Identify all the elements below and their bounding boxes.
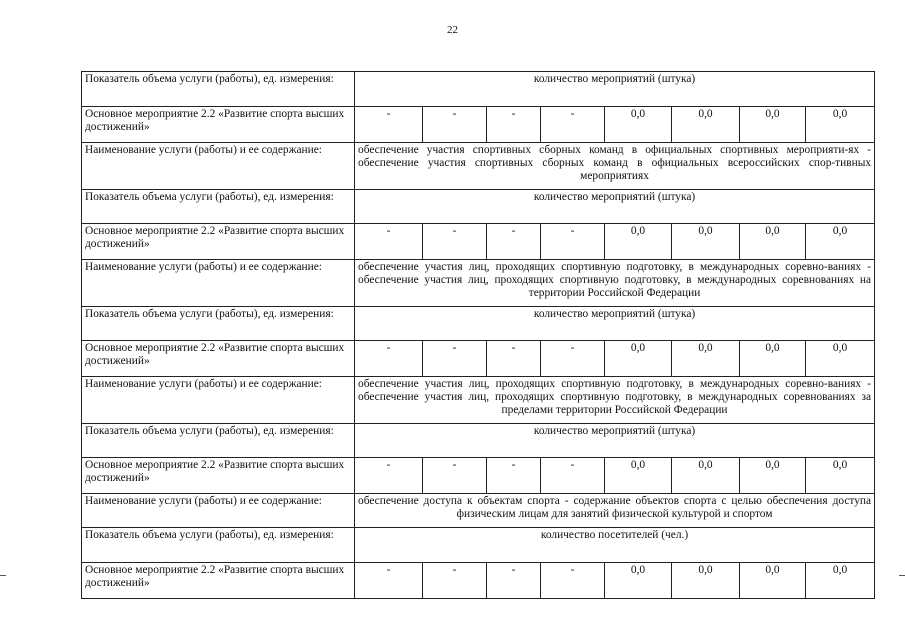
value-cell: - xyxy=(355,224,423,260)
value-cell: - xyxy=(541,563,605,599)
value-cell: - xyxy=(423,341,487,377)
value-cell: - xyxy=(423,224,487,260)
page-number: 22 xyxy=(447,24,458,36)
value-cell: 0,0 xyxy=(672,458,740,494)
value-cell: - xyxy=(355,563,423,599)
table-row xyxy=(82,143,875,190)
table-body xyxy=(82,72,875,599)
row-label: Наименование услуги (работы) и ее содержание: xyxy=(82,494,355,528)
row-label: Показатель объема услуги (работы), ед. измерения: xyxy=(82,72,355,107)
service-description: обеспечение участия лиц, проходящих спортивную подготовку, в международных соревно-ваниях - обеспечение участия лиц, проходящих спортивную подготовку, в международных соревнованиях на территории Российской Федерации xyxy=(355,260,875,307)
row-label: Основное мероприятие 2.2 «Развитие спорта высших достижений» xyxy=(82,563,355,599)
value-cell: - xyxy=(487,563,541,599)
row-label: Основное мероприятие 2.2 «Развитие спорта высших достижений» xyxy=(82,458,355,494)
value-cell: 0,0 xyxy=(605,458,672,494)
value-cell: - xyxy=(423,563,487,599)
value-cell: - xyxy=(355,107,423,143)
table-row xyxy=(82,458,875,494)
value-cell: - xyxy=(541,224,605,260)
value-cell: 0,0 xyxy=(806,458,875,494)
value-cell: 0,0 xyxy=(740,341,806,377)
table-row xyxy=(82,107,875,143)
value-cell: 0,0 xyxy=(740,107,806,143)
value-cell: 0,0 xyxy=(672,341,740,377)
table-row xyxy=(82,494,875,528)
value-cell: - xyxy=(487,341,541,377)
table-row xyxy=(82,563,875,599)
value-cell: - xyxy=(487,458,541,494)
service-description: обеспечение участия спортивных сборных команд в официальных спортивных мероприяти-ях - обеспечение участия спортивных сборных команд в официальных всероссийских спор-тивных мероприятиях xyxy=(355,143,875,190)
value-cell: 0,0 xyxy=(740,563,806,599)
table-row xyxy=(82,528,875,563)
row-label: Показатель объема услуги (работы), ед. измерения: xyxy=(82,424,355,458)
table-row xyxy=(82,224,875,260)
value-cell: 0,0 xyxy=(806,563,875,599)
value-cell: - xyxy=(355,458,423,494)
margin-mark xyxy=(899,575,905,576)
row-label: Основное мероприятие 2.2 «Развитие спорта высших достижений» xyxy=(82,107,355,143)
table-row xyxy=(82,341,875,377)
row-label: Наименование услуги (работы) и ее содержание: xyxy=(82,143,355,190)
table-row xyxy=(82,72,875,107)
row-label: Показатель объема услуги (работы), ед. измерения: xyxy=(82,307,355,341)
table-row xyxy=(82,260,875,307)
value-cell: 0,0 xyxy=(605,224,672,260)
value-cell: - xyxy=(487,224,541,260)
value-cell: 0,0 xyxy=(605,341,672,377)
value-cell: 0,0 xyxy=(605,563,672,599)
value-cell: - xyxy=(423,107,487,143)
row-label: Показатель объема услуги (работы), ед. измерения: xyxy=(82,190,355,224)
indicator-unit: количество мероприятий (штука) xyxy=(355,72,875,107)
value-cell: - xyxy=(355,341,423,377)
table-row xyxy=(82,307,875,341)
table-row xyxy=(82,190,875,224)
value-cell: 0,0 xyxy=(740,458,806,494)
value-cell: 0,0 xyxy=(672,563,740,599)
indicator-unit: количество мероприятий (штука) xyxy=(355,307,875,341)
indicator-unit: количество посетителей (чел.) xyxy=(355,528,875,563)
indicator-unit: количество мероприятий (штука) xyxy=(355,190,875,224)
value-cell: - xyxy=(541,107,605,143)
value-cell: 0,0 xyxy=(806,107,875,143)
value-cell: 0,0 xyxy=(605,107,672,143)
value-cell: 0,0 xyxy=(806,341,875,377)
value-cell: 0,0 xyxy=(672,107,740,143)
table-row xyxy=(82,377,875,424)
value-cell: 0,0 xyxy=(740,224,806,260)
margin-mark xyxy=(0,575,6,576)
row-label: Наименование услуги (работы) и ее содержание: xyxy=(82,260,355,307)
service-description: обеспечение участия лиц, проходящих спортивную подготовку, в международных соревно-ваниях - обеспечение участия лиц, проходящих спортивную подготовку, в международных соревнованиях за пределами территории Российской Федерации xyxy=(355,377,875,424)
table-row xyxy=(82,424,875,458)
service-description: обеспечение доступа к объектам спорта - содержание объектов спорта с целью обеспечения доступа физическим лицам для занятий физической культурой и спортом xyxy=(355,494,875,528)
value-cell: - xyxy=(423,458,487,494)
row-label: Показатель объема услуги (работы), ед. измерения: xyxy=(82,528,355,563)
value-cell: - xyxy=(541,341,605,377)
value-cell: 0,0 xyxy=(806,224,875,260)
value-cell: - xyxy=(487,107,541,143)
row-label: Основное мероприятие 2.2 «Развитие спорта высших достижений» xyxy=(82,341,355,377)
value-cell: - xyxy=(541,458,605,494)
row-label: Наименование услуги (работы) и ее содержание: xyxy=(82,377,355,424)
services-table xyxy=(81,71,875,599)
row-label: Основное мероприятие 2.2 «Развитие спорта высших достижений» xyxy=(82,224,355,260)
indicator-unit: количество мероприятий (штука) xyxy=(355,424,875,458)
value-cell: 0,0 xyxy=(672,224,740,260)
